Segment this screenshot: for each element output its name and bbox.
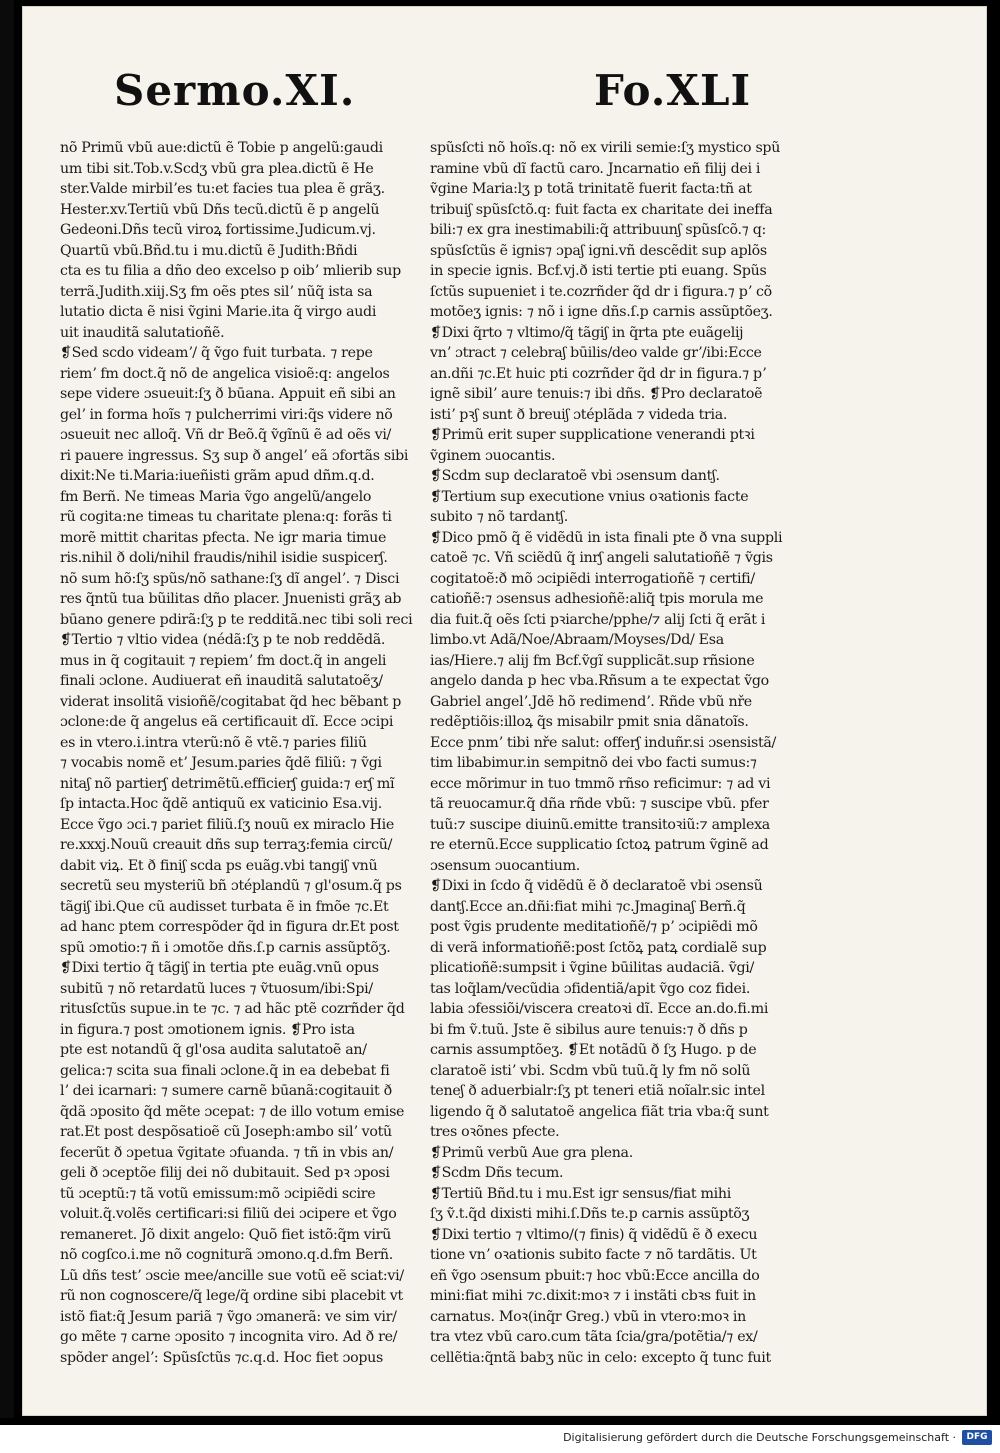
text-line: rat.Et post despõsatioẽ cũ Joseph:ambo silʼ votũ xyxy=(60,1124,392,1140)
text-line: ɔsueuit nec alloq̃. Vñ dr Beõ.q̃ ṽgĩnũ ẽ ad oẽs vi/ xyxy=(60,427,392,443)
text-line: ⁊ vocabis nomẽ etʼ Jesum.paries q̃dẽ filiũ: ⁊ ṽgi xyxy=(60,755,382,771)
text-line: nõ Primũ vbũ aue:dictũ ẽ Tobie p angelũ:gaudi xyxy=(60,140,383,156)
text-line: labia ɔfessiõi/viscera creatoꝛi dĩ. Ecce an.do.fi.mi xyxy=(430,1001,769,1017)
text-line: secretũ seu mysteriũ bñ ɔtéplandũ ⁊ gl'osum.q̃ ps xyxy=(60,878,402,894)
text-line: angelo danda p hec vba.Rñsum a te expectat ṽgo xyxy=(430,673,769,689)
text-line: fm Berñ. Ne timeas Maria ṽgo angelũ/angelo xyxy=(60,488,372,505)
text-line: ❡Dixi in ſcdo q̃ vidẽdũ ẽ ð declaratoẽ vbi ɔsensũ xyxy=(430,878,763,894)
text-line: ❡Tertio ⁊ vltio videa (nédã:ſʒ p te nob reddẽdã. xyxy=(60,632,386,648)
text-line: cellẽtia:q̃ntã babʒ nũc in celo: excepto q̃ tunc fuit xyxy=(430,1349,771,1366)
text-line: istõ fiat:q̃ Jesum pariã ⁊ ṽgo ɔmanerã: ve sim vir/ xyxy=(60,1308,397,1325)
text-line: tione vnʼ oꝛationis subito facte ⁊ nõ tardãtis. Ut xyxy=(430,1247,757,1263)
text-line: ❡Tertiũ Bñd.tu i mu.Est igr sensus/fiat mihi xyxy=(430,1185,731,1202)
text-line: ritusſctũs supue.in te ⁊c. ⁊ ad hãc ptẽ cozrñder q̃d xyxy=(60,1001,405,1017)
dfg-logo: DFG xyxy=(962,1430,992,1445)
text-line: in specie ignis. Bcf.vj.ð isti tertie pti euang. Spũs xyxy=(430,263,767,279)
text-line: um tibi sit.Tob.v.Scdʒ vbũ gra plea.dictũ ẽ He xyxy=(60,160,374,177)
text-line: dantʃ.Ecce an.dñi:fiat mihi ⁊c.Jmaginaʃ Berñ.q̃ xyxy=(430,898,746,915)
text-line: tribuiʃ spũsſctõ.q: fuit facta ex charitate dei ineffa xyxy=(430,201,773,218)
text-line: rũ cogita:ne timeas tu charitate plena:q: forãs ti xyxy=(60,509,392,525)
text-column-left xyxy=(60,138,420,1368)
text-line: ❡Primũ verbũ Aue gra plena. xyxy=(430,1144,633,1161)
text-line: Ecce ṽgo ɔci.⁊ pariet filiũ.ſʒ nouũ ex miraclo Hie xyxy=(60,816,394,833)
text-line: ❡Dico pmõ q̃ ẽ vidẽdũ in ista finali pte ð vna suppli xyxy=(430,529,783,546)
text-line: ſctũs supueniet i te.cozrñder q̃d dr i figura.⁊ pʼ cõ xyxy=(430,283,772,300)
text-line: post ṽgis prudente meditatioñẽ/⁊ pʼ ɔcipiẽdi mõ xyxy=(430,919,758,935)
text-line: redẽptiõis:illoꝝ q̃s misabilr pmit snia dãnatoĩs. xyxy=(430,714,749,730)
text-line: tas loq̃lam/vecũdia ɔfidentiã/apit ṽgo coz fidei. xyxy=(430,980,751,997)
text-line: bili:⁊ ex gra inestimabili:q̃ attribuunʃ spũsſcõ.⁊ q: xyxy=(430,222,766,238)
text-line: gelica:⁊ scita sua finali ɔclone.q̃ in ea debebat fi xyxy=(60,1062,390,1079)
text-line: uit inauditã salutatioñẽ. xyxy=(60,324,225,341)
text-line: ɔclone:de q̃ angelus eã certificauit dĩ. Ecce ɔcipi xyxy=(60,714,394,730)
text-line: motõeʒ ignis: ⁊ nõ i igne dñs.ſ.p carnis assũptõeʒ. xyxy=(430,304,773,320)
text-line: finali ɔclone. Audiuerat eñ inauditã salutatoẽʒ/ xyxy=(60,673,383,689)
text-line: carnatus. Moꝛ(inq̃r Greg.) vbũ in vtero:moꝛ in xyxy=(430,1308,746,1325)
text-line: tra vtez vbũ caro.cum tãta ſcia/gra/potẽtia/⁊ ex/ xyxy=(430,1329,758,1345)
text-line: ſp intacta.Hoc q̃dẽ antiquũ ex vaticinio Esa.vij. xyxy=(60,796,382,812)
text-line: Gedeoni.Dñs tecũ viroꝝ fortissime.Judicum.vj. xyxy=(60,222,376,238)
text-line: ias/Hiere.⁊ alij fm Bcf.ṽgĩ supplicãt.sup rñsione xyxy=(430,652,755,669)
text-line: catoẽ ⁊c. Vñ sciẽdũ q̃ inrʃ angeli salutatioñẽ ⁊ ṽgis xyxy=(430,550,773,566)
text-line: fecerũt ð ɔpetua ṽgitate ɔfuanda. ⁊ tñ in vbis an/ xyxy=(60,1144,394,1161)
text-line: dia fuit.q̃ oẽs ſcti pꝛiarche/pphe/⁊ alij ſcti q̃ erãt i xyxy=(430,611,766,628)
text-line: Gabriel angelʼ.Jdẽ hõ redimendʼ. Rñde vbũ nře xyxy=(430,693,752,710)
text-line: ster.Valde mirbilʼes tu:et facies tua plea ẽ grãʒ. xyxy=(60,181,385,197)
text-line: dixit:Ne ti.Maria:iueñisti grãm apud dñm.q.d. xyxy=(60,468,375,484)
text-line: ſʒ ṽ.t.q̃d dixisti mihi.ſ.Dñs te.p carnis assũptõʒ xyxy=(430,1206,750,1222)
text-line: riemʼ fm doct.q̃ nõ de angelica visioẽ:q: angelos xyxy=(60,365,390,382)
running-head-sermo: Sermo.XI. xyxy=(114,66,356,115)
text-line: ❡Primũ erit super supplicatione venerandi ptꝛi xyxy=(430,427,755,443)
text-column-right xyxy=(430,138,790,1368)
text-line: tim libabimur.in sempitnõ dei vbo facti sumus:⁊ xyxy=(430,755,757,771)
text-line: ris.nihil ð doli/nihil fraudis/nihil isidie suspicerʃ. xyxy=(60,550,388,566)
text-line: Ecce pnmʼ tibi nře salut: offerʃ induñr.si ɔsensistã/ xyxy=(430,734,777,751)
text-line: ❡Dixi tertio ⁊ vltimo/(⁊ finis) q̃ vidẽdũ ẽ ð execu xyxy=(430,1226,758,1243)
text-line: ligendo q̃ ð salutatoẽ angelica fiãt tria vba:q̃ sunt xyxy=(430,1103,769,1120)
text-line: ❡Scdm Dñs tecum. xyxy=(430,1165,564,1181)
text-line: terrã.Judith.xiij.Sʒ fm oẽs ptes silʼ nũq̃ ista sa xyxy=(60,283,373,300)
text-line: tãgiʃ ibi.Que cũ audisset turbata ẽ in fmõe ⁊c.Et xyxy=(60,898,389,915)
text-line: ramine vbũ dĩ factũ caro. Jncarnatio eñ filij dei i xyxy=(430,160,761,177)
text-line: viderat insolitã visioñẽ/cogitabat q̃d hec bẽbant p xyxy=(60,693,402,710)
text-line: ❡Sed scdo videamʼ/ q̃ ṽgo fuit turbata. ⁊ repe xyxy=(60,345,373,361)
text-line: plicatioñẽ:sumpsit i ṽgine būilitas audaciã. ṽgi/ xyxy=(430,960,754,976)
text-line: limbo.vt Adã/Noe/Abraam/Moyses/Dd/ Esa xyxy=(430,632,724,648)
text-line: q̃dã ɔposito q̃d mẽte ɔcepat: ⁊ de illo votum emise xyxy=(60,1103,405,1120)
text-line: nitaʃ nõ partierʃ detrimẽtũ.efficierʃ guida:⁊ erʃ mĩ xyxy=(60,775,395,792)
text-line: ecce mõrimur in tuo tmmõ rñso reficimur: ⁊ ad vi xyxy=(430,775,771,792)
text-line: in figura.⁊ post ɔmotionem ignis. ❡Pro ista xyxy=(60,1021,355,1038)
text-line: morẽ mittit charitas pfecta. Ne igr maria timue xyxy=(60,529,387,546)
text-line: istiʼ pꝛʃ sunt ð breuiʃ ɔtéplãda ⁊ videda tria. xyxy=(430,406,728,423)
text-line: res q̃ntũ tua bũilitas dño placer. Jnuenisti grãʒ ab xyxy=(60,591,402,607)
footer-strip xyxy=(0,1425,1000,1453)
text-line: rũ non cognoscere/q̃ lege/q̃ ordine sibi placebit vt xyxy=(60,1288,403,1304)
text-line: spũ ɔmotio:⁊ ñ i ɔmotõe dñs.ſ.p carnis assũptõʒ. xyxy=(60,939,391,956)
text-line: remaneret. Jõ dixit angelo: Quõ fiet istõ:q̃m virũ xyxy=(60,1226,391,1243)
text-line: re.xxxj.Nouũ creauit dñs sup terraʒ:femia circũ/ xyxy=(60,837,393,853)
text-line: vnʼ ɔtract ⁊ celebraʃ būilis/deo valde grʼ/ibi:Ecce xyxy=(430,345,762,361)
text-line: teneʃ ð aduerbialr:ſʒ pt teneri etiã noĩalr.sic intel xyxy=(430,1083,765,1099)
document-page xyxy=(22,6,987,1416)
text-line: pte est notandũ q̃ gl'osa audita salutatoẽ an/ xyxy=(60,1042,367,1058)
text-line: mini:fiat mihi ⁊c.dixit:moꝛ ⁊ i instãti cbꝛs fuit in xyxy=(430,1288,756,1304)
text-line: bi fm ṽ.tuũ. Jste ẽ sibilus aure tenuis:⁊ ð dñs p xyxy=(430,1021,748,1038)
text-line: cta es tu filia a dño deo excelso p oibʼ mlierib sup xyxy=(60,263,401,279)
text-line: ❡Dixi tertio q̃ tãgiʃ in tertia pte euãg.vnũ opus xyxy=(60,960,379,976)
text-line: di verã informatioñẽ:post ſctõꝝ patꝝ cordialẽ sup xyxy=(430,939,767,956)
text-line: geli ð ɔceptõe filij dei nõ dubitauit. Sed pꝛ ɔposi xyxy=(60,1165,390,1181)
text-line: voluit.q̃.volẽs certificari:si filiũ dei ɔcipere et ṽgo xyxy=(60,1206,397,1222)
text-line: ṽginem ɔuocantis. xyxy=(430,447,556,464)
text-line: catioñẽ:⁊ ɔsensus adhesioñẽ:aliq̃ tpis morula me xyxy=(430,591,764,607)
text-line: spũsſctũs ẽ ignis⁊ ɔpaʃ igni.vñ descẽdit sup aplõs xyxy=(430,242,767,259)
text-line: ❡Scdm sup declaratoẽ vbi ɔsensum dantʃ. xyxy=(430,468,720,484)
text-line: cogitatoẽ:ð mõ ɔcipiẽdi interrogatioñẽ ⁊ certifi/ xyxy=(430,570,755,587)
text-line: ignẽ sibilʼ aure tenuis:⁊ ibi dñs. ❡Pro declaratoẽ xyxy=(430,386,763,402)
text-line: nõ cogſco.i.me nõ cogniturã ɔmono.q.d.fm Berñ. xyxy=(60,1247,393,1263)
text-line: dabit viꝝ. Et ð finiʃ scda ps euãg.vbi tangiʃ vnũ xyxy=(60,857,378,874)
text-line: claratoẽ istiʼ vbi. Scdm vbũ tuũ.q̃ ly fm nõ solũ xyxy=(430,1062,751,1079)
text-line: ad hanc ptem correspõder q̃d in figura dr.Et post xyxy=(60,919,399,935)
text-line: eñ ṽgo ɔsensum pbuit:⁊ hoc vbũ:Ecce ancilla do xyxy=(430,1267,760,1284)
text-line: spõder angelʼ: Spũsſctũs ⁊c.q.d. Hoc fiet ɔopus xyxy=(60,1349,383,1366)
text-line: ❡Dixi q̃rto ⁊ vltimo/q̃ tãgiʃ in q̃rta pte euãgelij xyxy=(430,324,744,341)
text-line: mus in q̃ cogitauit ⁊ repiemʼ fm doct.q̃ in angeli xyxy=(60,652,387,669)
text-line: tũ ɔceptũ:⁊ tã votũ emissum:mõ ɔcipiẽdi scire xyxy=(60,1185,376,1202)
text-line: Hester.xv.Tertiũ vbũ Dñs tecũ.dictũ ẽ p angelũ xyxy=(60,201,380,218)
text-line: ṽgine Maria:lʒ p totã trinitatẽ fuerit facta:tñ at xyxy=(430,181,752,197)
text-line: gelʼ in forma hoĩs ⁊ pulcherrimi viri:q̃s videre nõ xyxy=(60,406,393,423)
text-line: subitũ ⁊ nõ retardatũ luces ⁊ ṽtuosum/ibi:Spi/ xyxy=(60,980,373,997)
text-line: Quartũ vbũ.Bñd.tu i mu.dictũ ẽ Judith:Bñdi xyxy=(60,242,358,259)
text-line: ❡Tertium sup executione vnius oꝛationis facte xyxy=(430,488,749,505)
folio-number: Fo.XLI xyxy=(594,66,752,115)
text-line: ri pauere ingressus. Sʒ sup ð angelʼ eã ɔfortãs sibi xyxy=(60,447,409,464)
text-line: sepe videre ɔsueuit:ſʒ ð būana. Appuit eñ sibi an xyxy=(60,386,396,402)
text-line: re eternũ.Ecce supplicatio ſctoꝝ patrum ṽginẽ ad xyxy=(430,837,769,853)
text-line: spũsſcti nõ hoĩs.q: nõ ex virili semie:ſʒ mystico spũ xyxy=(430,140,781,156)
text-line: lʼ dei icarnari: ⁊ sumere carnẽ būanã:cogitauit ð xyxy=(60,1083,392,1099)
text-line: nõ sum hõ:ſʒ spũs/nõ sathane:ſʒ dĩ angelʼ. ⁊ Disci xyxy=(60,570,400,587)
text-line: es in vtero.i.intra vterũ:nõ ẽ vtẽ.⁊ paries filiũ xyxy=(60,734,367,751)
text-line: subito ⁊ nõ tardantʃ. xyxy=(430,509,568,525)
scan-edge xyxy=(0,0,14,1418)
text-line: tuũ:⁊ suscipe diuinũ.emitte transitoꝛiũ:⁊ amplexa xyxy=(430,816,770,833)
text-line: carnis assumptõeʒ. ❡Et notãdũ ð ſʒ Hugo. p de xyxy=(430,1042,757,1058)
text-line: tres oꝛõnes pfecte. xyxy=(430,1124,560,1140)
text-line: ɔsensum ɔuocantium. xyxy=(430,857,580,874)
text-line: Lũ dñs testʼ ɔscie mee/ancille sue votũ eẽ sciat:vi/ xyxy=(60,1267,404,1284)
text-line: lutatio dicta ẽ nisi ṽgini Marie.ita q̃ virgo audi xyxy=(60,304,377,320)
text-line: būano genere pdirã:ſʒ p te redditã.nec tibi soli reci xyxy=(60,611,413,628)
text-line: an.dñi ⁊c.Et huic pti cozrñder q̃d dr in figura.⁊ pʼ xyxy=(430,365,767,382)
text-line: go mẽte ⁊ carne ɔposito ⁊ incognita viro. Ad ð re/ xyxy=(60,1329,398,1345)
funding-credit: Digitalisierung gefördert durch die Deutsche Forschungsgemeinschaft · xyxy=(563,1431,956,1444)
text-line: tã reuocamur.q̃ dña rñde vbũ: ⁊ suscipe vbũ. pfer xyxy=(430,796,769,812)
